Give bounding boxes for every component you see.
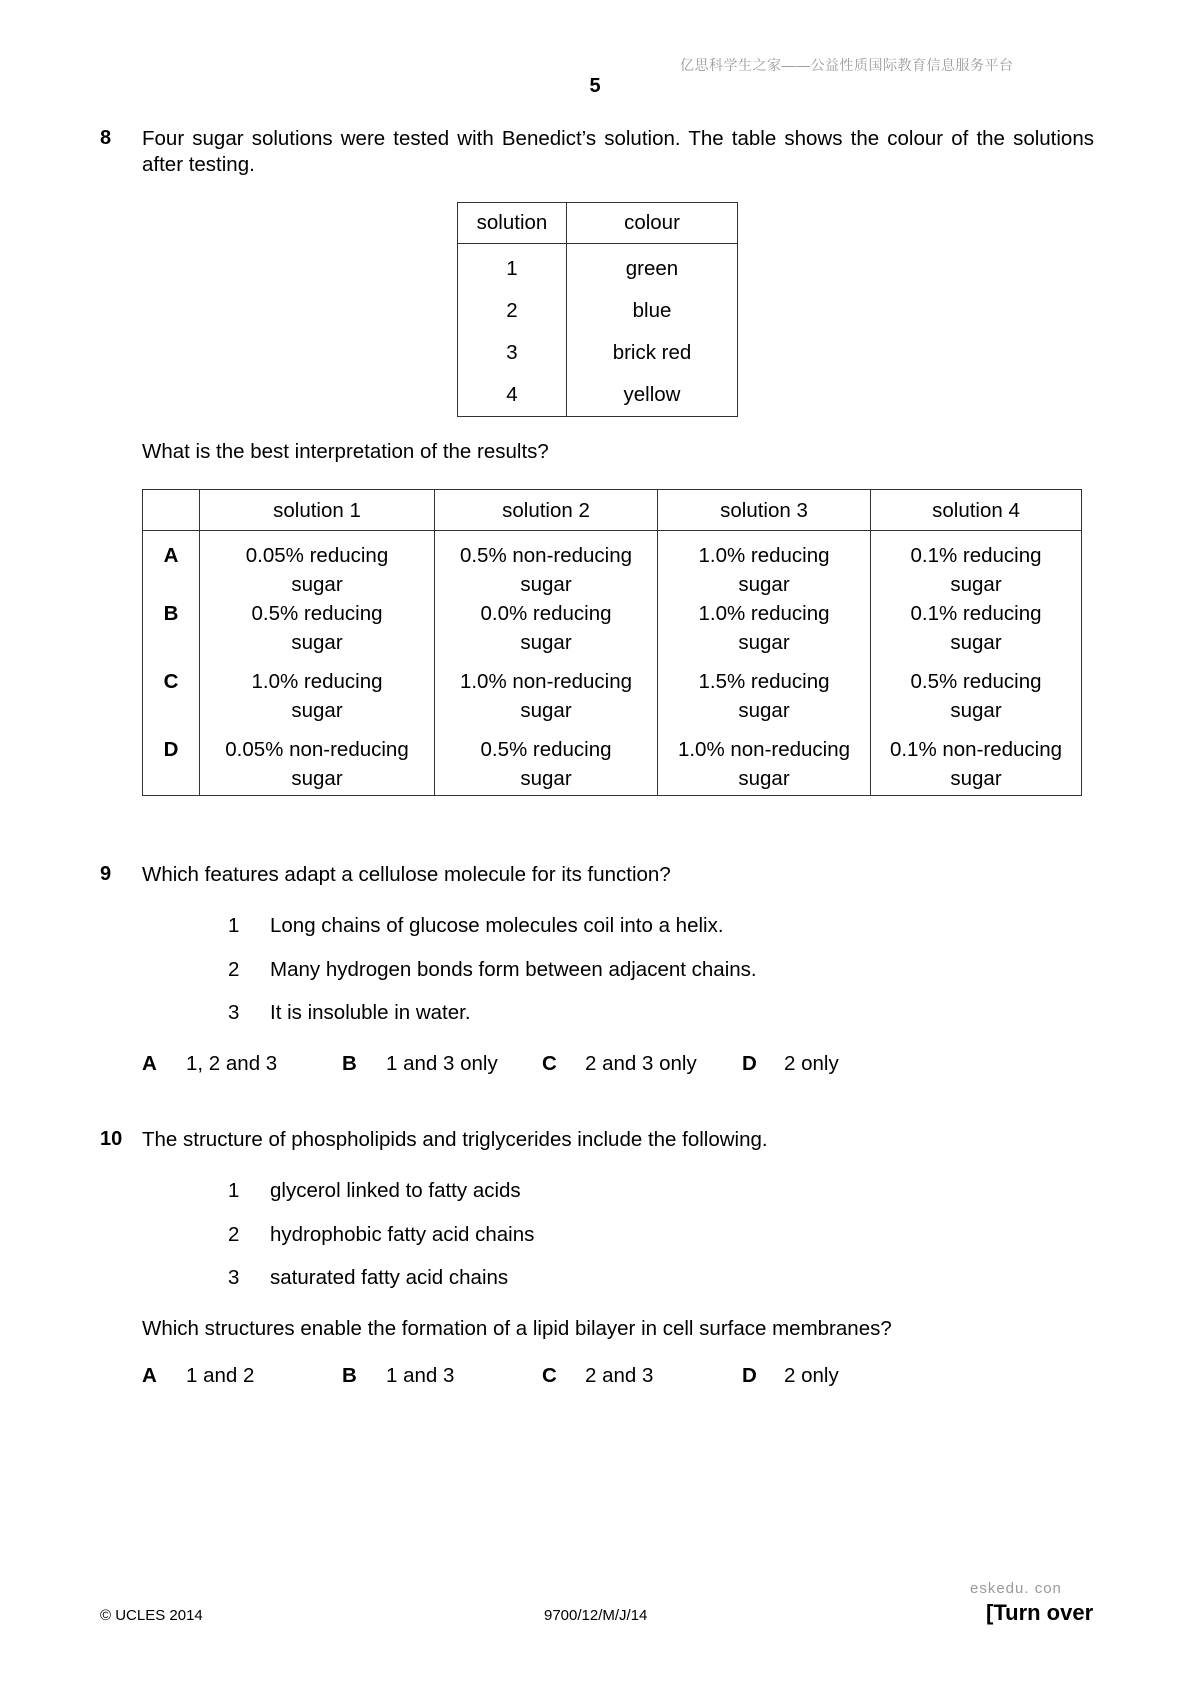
option-label: A: [143, 531, 200, 600]
results-solution: 2: [458, 290, 567, 332]
table-row: [458, 374, 738, 417]
question-8-number: 8: [100, 127, 112, 149]
header-watermark: 亿思科学生之家——公益性质国际教育信息服务平台: [680, 57, 1014, 73]
footer-watermark: eskedu. con: [970, 1580, 1062, 1597]
statement-text: hydrophobic fatty acid chains: [270, 1223, 535, 1246]
option-cell: 1.0% non-reducing sugar: [658, 735, 871, 796]
option-row-d: [143, 735, 1082, 796]
statement-number: 3: [228, 1001, 240, 1024]
option-cell: 0.05% reducing sugar: [200, 531, 435, 600]
answer-letter-d[interactable]: D: [742, 1364, 757, 1387]
turn-over-label: [Turn over: [986, 1600, 1094, 1625]
question-10-number: 10: [100, 1128, 123, 1150]
results-colour: blue: [567, 290, 738, 332]
paper-code: 9700/12/M/J/14: [544, 1607, 648, 1624]
option-cell: 0.1% reducing sugar: [871, 599, 1082, 667]
option-cell: 1.0% reducing sugar: [200, 667, 435, 735]
statement-text: Many hydrogen bonds form between adjacent chains.: [270, 958, 757, 981]
answer-letter-d[interactable]: D: [742, 1052, 757, 1075]
options-header-solution-1: solution 1: [200, 490, 435, 531]
question-10-prompt: Which structures enable the formation of a lipid bilayer in cell surface membranes?: [142, 1317, 892, 1340]
statement-number: 1: [228, 1179, 240, 1202]
option-cell: 1.0% reducing sugar: [658, 531, 871, 600]
option-row-a: [143, 531, 1082, 600]
results-colour: yellow: [567, 374, 738, 417]
statement-number: 2: [228, 958, 240, 981]
option-label: D: [143, 735, 200, 796]
options-table: [142, 489, 1082, 796]
answer-letter-a[interactable]: A: [142, 1364, 157, 1387]
results-header-solution: solution: [458, 203, 567, 244]
options-header-solution-3: solution 3: [658, 490, 871, 531]
option-cell: 1.5% reducing sugar: [658, 667, 871, 735]
question-10-stem: The structure of phospholipids and triglycerides include the following.: [142, 1128, 768, 1151]
answer-text-b[interactable]: 1 and 3: [386, 1364, 455, 1387]
results-solution: 4: [458, 374, 567, 417]
answer-letter-b[interactable]: B: [342, 1052, 357, 1075]
statement-text: It is insoluble in water.: [270, 1001, 471, 1024]
option-cell: 0.0% reducing sugar: [435, 599, 658, 667]
answer-text-c[interactable]: 2 and 3 only: [585, 1052, 697, 1075]
option-cell: 0.1% reducing sugar: [871, 531, 1082, 600]
option-label: B: [143, 599, 200, 667]
option-label: C: [143, 667, 200, 735]
table-row: [458, 290, 738, 332]
results-solution: 1: [458, 244, 567, 291]
option-cell: 0.05% non-reducing sugar: [200, 735, 435, 796]
table-row: [458, 332, 738, 374]
option-cell: 1.0% non-reducing sugar: [435, 667, 658, 735]
statement-number: 2: [228, 1223, 240, 1246]
option-row-b: [143, 599, 1082, 667]
option-cell: 0.5% non-reducing sugar: [435, 531, 658, 600]
question-9-number: 9: [100, 863, 112, 885]
answer-text-c[interactable]: 2 and 3: [585, 1364, 654, 1387]
statement-text: Long chains of glucose molecules coil into a helix.: [270, 914, 724, 937]
statement-number: 3: [228, 1266, 240, 1289]
results-colour: green: [567, 244, 738, 291]
answer-letter-a[interactable]: A: [142, 1052, 157, 1075]
option-cell: 0.5% reducing sugar: [435, 735, 658, 796]
answer-text-d[interactable]: 2 only: [784, 1052, 839, 1075]
results-table: [457, 202, 738, 417]
answer-text-a[interactable]: 1, 2 and 3: [186, 1052, 278, 1075]
option-cell: 0.1% non-reducing sugar: [871, 735, 1082, 796]
table-row: [458, 244, 738, 291]
option-cell: 0.5% reducing sugar: [200, 599, 435, 667]
page-number: 5: [589, 75, 601, 97]
question-8-prompt: What is the best interpretation of the results?: [142, 440, 549, 463]
statement-number: 1: [228, 914, 240, 937]
answer-letter-c[interactable]: C: [542, 1052, 557, 1075]
question-9-stem: Which features adapt a cellulose molecule for its function?: [142, 863, 671, 886]
options-header-solution-2: solution 2: [435, 490, 658, 531]
answer-text-d[interactable]: 2 only: [784, 1364, 839, 1387]
results-solution: 3: [458, 332, 567, 374]
statement-text: glycerol linked to fatty acids: [270, 1179, 521, 1202]
answer-text-a[interactable]: 1 and 2: [186, 1364, 255, 1387]
copyright-notice: © UCLES 2014: [100, 1607, 203, 1624]
option-row-c: [143, 667, 1082, 735]
answer-text-b[interactable]: 1 and 3 only: [386, 1052, 498, 1075]
option-cell: 1.0% reducing sugar: [658, 599, 871, 667]
option-cell: 0.5% reducing sugar: [871, 667, 1082, 735]
answer-letter-c[interactable]: C: [542, 1364, 557, 1387]
options-header-solution-4: solution 4: [871, 490, 1082, 531]
options-header-blank: [143, 490, 200, 531]
question-8-stem: Four sugar solutions were tested with Benedict’s solution. The table shows the colour of the solutions after testing.: [142, 127, 1094, 176]
results-header-colour: colour: [567, 203, 738, 244]
answer-letter-b[interactable]: B: [342, 1364, 357, 1387]
statement-text: saturated fatty acid chains: [270, 1266, 509, 1289]
results-colour: brick red: [567, 332, 738, 374]
